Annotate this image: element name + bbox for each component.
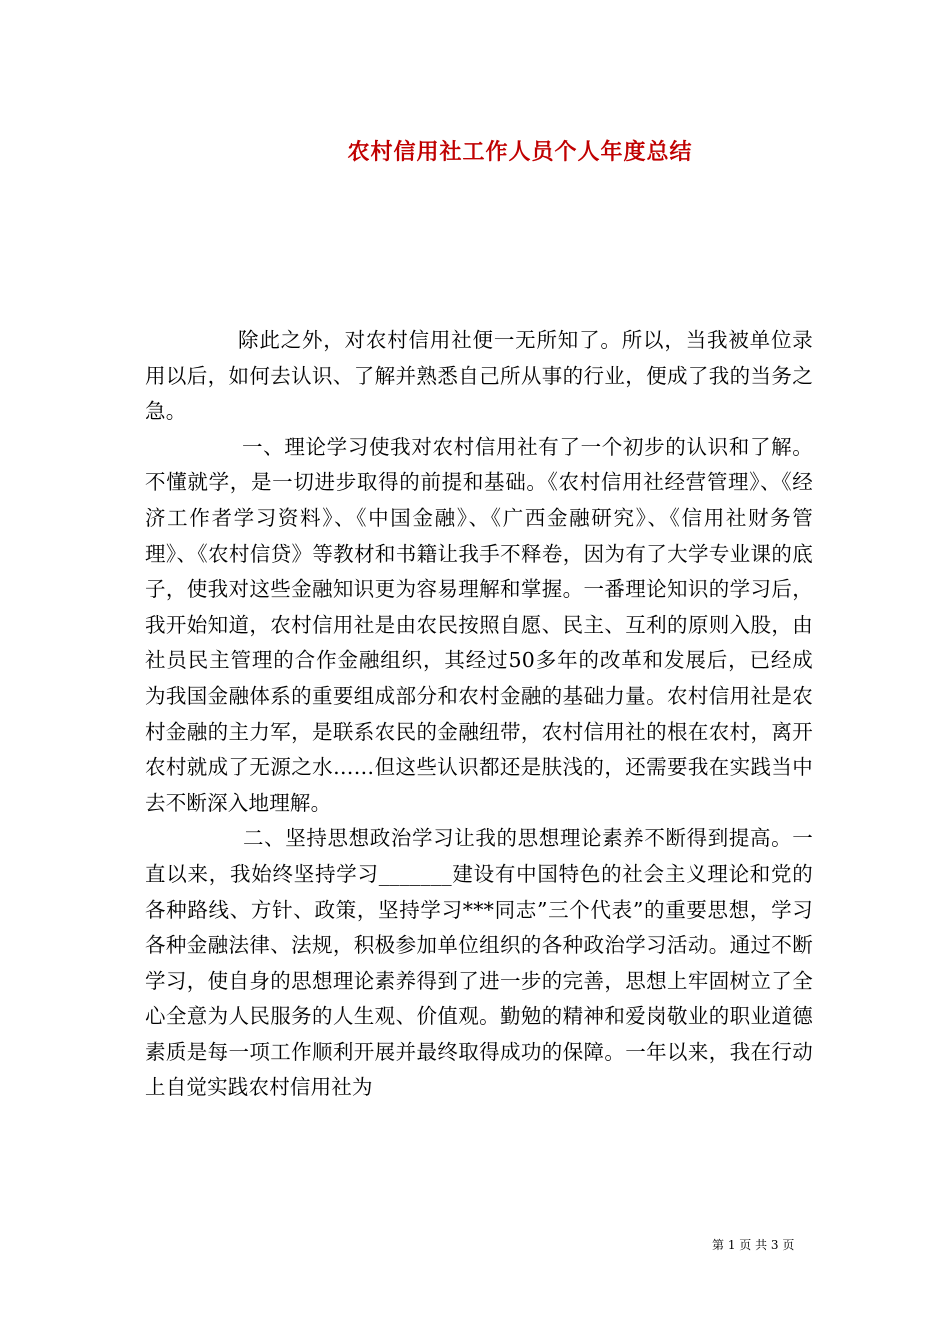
- page-number-footer: 第 1 页 共 3 页: [712, 1238, 795, 1252]
- paragraph-political-study: 二、坚持思想政治学习让我的思想理论素养不断得到提高。一直以来，我始终坚持学习_______建设有中国特色的社会主义理论和党的各种路线、方针、政策，坚持学习***同志”三个代表”的重要思想，学习各种金融法律、法规，积极参加单位组织的各种政治学习活动。通过不断学习，使自身的思想理论素养得到了进一步的完善，思想上牢固树立了全心全意为人民服务的人生观、价值观。勤勉的精神和爱岗敬业的职业道德素质是每一项工作顺利开展并最终取得成功的保障。一年以来，我在行动上自觉实践农村信用社为: [145, 826, 813, 1100]
- paragraph-theory-study: 一、理论学习使我对农村信用社有了一个初步的认识和了解。不懂就学，是一切进步取得的前提和基础。《农村信用社经营管理》、《经济工作者学习资料》、《中国金融》、《广西金融研究》、《信用社财务管理》、《农村信贷》等教材和书籍让我手不释卷，因为有了大学专业课的底子，使我对这些金融知识更为容易理解和掌握。一番理论知识的学习后，我开始知道，农村信用社是由农民按照自愿、民主、互利的原则入股，由社员民主管理的合作金融组织，其经过50多年的改革和发展后，已经成为我国金融体系的重要组成部分和农村金融的基础力量。农村信用社是农村金融的主力军，是联系农民的金融纽带，农村信用社的根在农村，离开农村就成了无源之水……但这些认识都还是肤浅的，还需要我在实践当中去不断深入地理解。: [145, 434, 813, 815]
- paragraph-intro: 除此之外，对农村信用社便一无所知了。所以，当我被单位录用以后，如何去认识、了解并熟悉自己所从事的行业，便成了我的当务之急。: [145, 328, 813, 424]
- document-title: 农村信用社工作人员个人年度总结: [347, 139, 693, 165]
- document-body: [145, 323, 813, 1106]
